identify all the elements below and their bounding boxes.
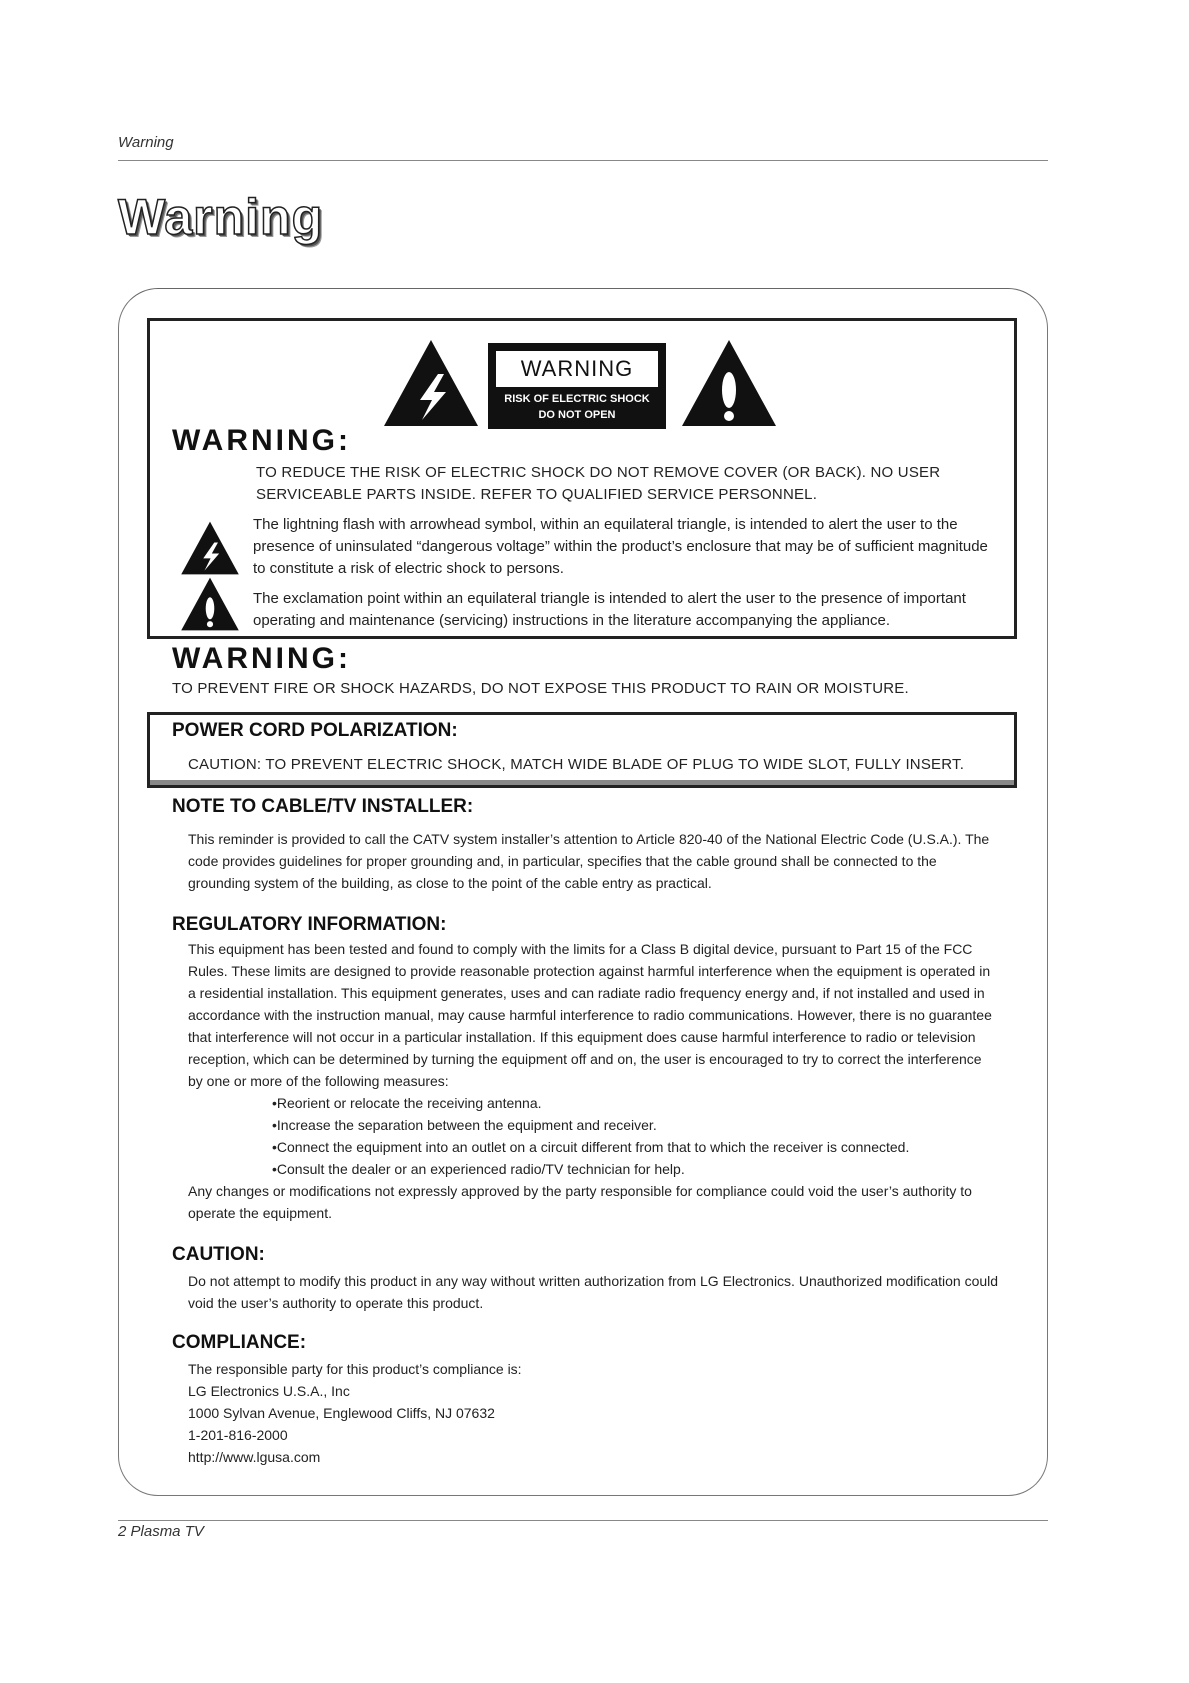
compliance-line: 1-201-816-2000 (188, 1427, 288, 1443)
lightning-triangle-icon (382, 338, 480, 428)
cable-installer-heading: NOTE TO CABLE/TV INSTALLER: (172, 796, 474, 817)
page-title: Warning (118, 189, 324, 245)
list-item: • Connect the equipment into an outlet on a circuit different from that to which the receiver is connected. (272, 1136, 909, 1158)
compliance-line: The responsible party for this product’s compliance is: (188, 1361, 522, 1377)
warning-heading-1: WARNING: (172, 424, 351, 457)
warning-heading-2: WARNING: (172, 642, 351, 675)
list-item: • Increase the separation between the equipment and receiver. (272, 1114, 909, 1136)
footer-rule (118, 1520, 1048, 1521)
list-item: • Reorient or relocate the receiving antenna. (272, 1092, 909, 1114)
label-title: WARNING (496, 351, 658, 387)
regulatory-measures-list (272, 1092, 909, 1180)
list-item: • Consult the dealer or an experienced radio/TV technician for help. (272, 1158, 909, 1180)
regulatory-closing: Any changes or modifications not expressly approved by the party responsible for compliance could void the user’s authority to operate the equipment. (188, 1183, 972, 1221)
label-line-1: RISK OF ELECTRIC SHOCK (504, 393, 650, 405)
page-footer: 2 Plasma TV (118, 1523, 204, 1540)
exclamation-triangle-icon (680, 338, 778, 428)
compliance-line: 1000 Sylvan Avenue, Englewood Cliffs, NJ 07632 (188, 1405, 495, 1421)
cable-installer-text: This reminder is provided to call the CATV system installer’s attention to Article 820-40 of the National Electric Code (U.S.A.). The code provides guidelines for proper grounding and, in particular, specifies that the cable ground shall be connected to the grounding system of the building, as close to the point of the cable entry as practical. (188, 831, 990, 891)
exclamation-symbol-icon (180, 576, 240, 632)
caution-heading: CAUTION: (172, 1244, 265, 1265)
warning-moisture-text: TO PREVENT FIRE OR SHOCK HAZARDS, DO NOT EXPOSE THIS PRODUCT TO RAIN OR MOISTURE. (172, 680, 909, 697)
compliance-heading: COMPLIANCE: (172, 1332, 307, 1353)
compliance-line: http://www.lgusa.com (188, 1449, 321, 1465)
regulatory-heading: REGULATORY INFORMATION: (172, 914, 447, 935)
regulatory-text: This equipment has been tested and found to comply with the limits for a Class B digital device, pursuant to Part 15 of the FCC Rules. These limits are designed to provide reasonable protection against harmful interference when the equipment is operated in a residential installation. This equipment generates, uses and can radiate radio frequency energy and, if not installed and used in accordance with the instruction manual, may cause harmful interference to radio communications. However, there is no guarantee that interference will not occur in a particular installation. If this equipment does cause harmful interference to radio or television reception, which can be determined by turning the equipment off and on, the user is encouraged to try to correct the interference by one or more of the following measures: (188, 941, 992, 1089)
label-line-2: DO NOT OPEN (538, 409, 616, 421)
power-box-shadow (150, 780, 1014, 785)
power-cord-heading: POWER CORD POLARIZATION: (172, 720, 458, 741)
warning-text-line-2: SERVICEABLE PARTS INSIDE. REFER TO QUALIFIED SERVICE PERSONNEL. (256, 486, 818, 503)
caution-text: Do not attempt to modify this product in any way without written authorization from LG Electronics. Unauthorized modification could void the user’s authority to operate this product. (188, 1273, 999, 1311)
running-head: Warning (118, 134, 174, 151)
lightning-explanation: The lightning flash with arrowhead symbol, within an equilateral triangle, is intended to alert the user to the presence of uninsulated “dangerous voltage” within the product’s enclosure that may be of sufficient magnitude to constitute a risk of electric shock to persons. (253, 516, 988, 577)
compliance-block (188, 1358, 1000, 1468)
compliance-line: LG Electronics U.S.A., Inc (188, 1383, 350, 1399)
power-cord-text: CAUTION: TO PREVENT ELECTRIC SHOCK, MATCH WIDE BLADE OF PLUG TO WIDE SLOT, FULLY INSERT. (188, 756, 965, 773)
header-rule (118, 160, 1048, 161)
lightning-symbol-icon (180, 520, 240, 576)
exclamation-explanation: The exclamation point within an equilateral triangle is intended to alert the user to the presence of important operating and maintenance (servicing) instructions in the literature accompanying the appliance. (253, 590, 966, 629)
warning-label (488, 343, 666, 429)
warning-text-line-1: TO REDUCE THE RISK OF ELECTRIC SHOCK DO NOT REMOVE COVER (OR BACK). NO USER (256, 464, 941, 481)
